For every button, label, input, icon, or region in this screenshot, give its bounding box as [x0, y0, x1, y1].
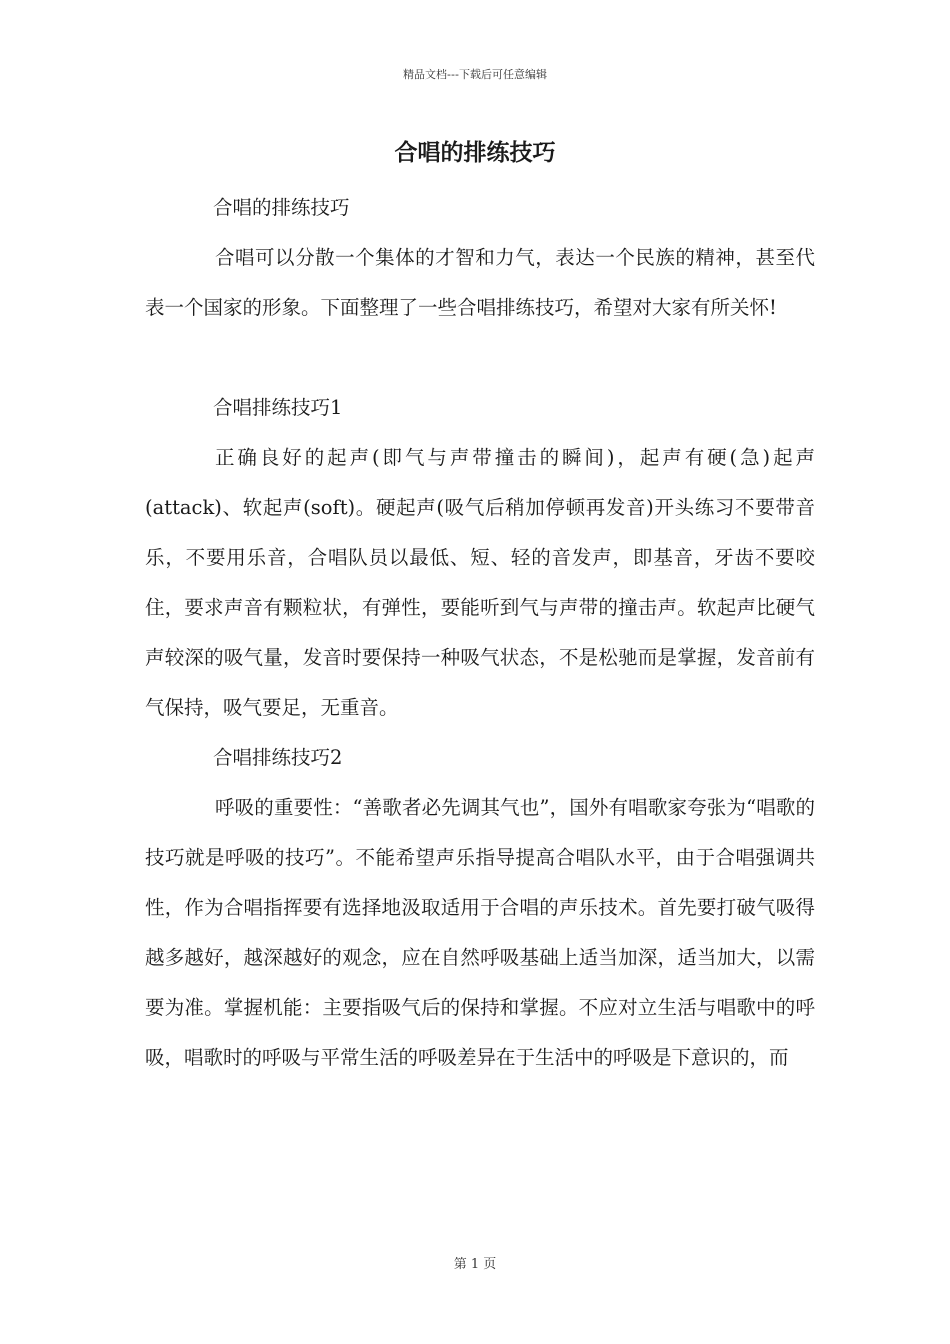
- document-body: [145, 183, 815, 1083]
- intro-paragraph: 合唱可以分散一个集体的才智和力气，表达一个民族的精神，甚至代表一个国家的形象。下面整理了一些合唱排练技巧，希望对大家有所关怀!: [145, 246, 815, 319]
- document-title: 合唱的排练技巧: [394, 140, 556, 166]
- section-heading-2: 合唱排练技巧2: [213, 746, 343, 769]
- document-subtitle: 合唱的排练技巧: [213, 196, 350, 219]
- section-heading-1: 合唱排练技巧1: [213, 396, 343, 419]
- blank-line: [145, 333, 815, 383]
- page-footer: 第 1 页: [453, 1257, 497, 1272]
- page-header: 精品文档---下载后可任意编辑: [403, 68, 547, 81]
- section-paragraph-1: 正确良好的起声(即气与声带撞击的瞬间)，起声有硬(急)起声(attack)、软起声(soft)。硬起声(吸气后稍加停顿再发音)开头练习不要带音乐，不要用乐音，合唱队员以最低、短、轻的音发声，即基音，牙齿不要咬住，要求声音有颗粒状，有弹性，要能听到气与声带的撞击声。软起声比硬气声较深的吸气量，发音时要保持一种吸气状态，不是松驰而是掌握，发音前有气保持，吸气要足，无重音。: [145, 446, 815, 719]
- section-paragraph-2: 呼吸的重要性：“善歌者必先调其气也”，国外有唱歌家夸张为“唱歌的技巧就是呼吸的技巧”。不能希望声乐指导提高合唱队水平，由于合唱强调共性，作为合唱指挥要有选择地汲取适用于合唱的声乐技术。首先要打破气吸得越多越好，越深越好的观念，应在自然呼吸基础上适当加深，适当加大，以需要为准。掌握机能：主要指吸气后的保持和掌握。不应对立生活与唱歌中的呼吸，唱歌时的呼吸与平常生活的呼吸差异在于生活中的呼吸是下意识的，而: [145, 796, 815, 1069]
